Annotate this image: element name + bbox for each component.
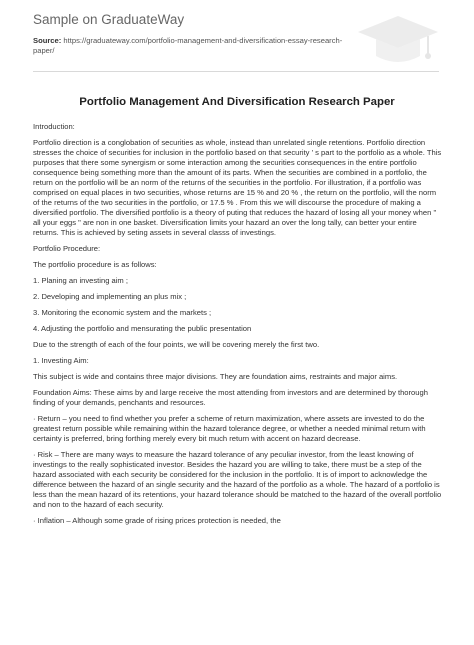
paragraph: The portfolio procedure is as follows: [33, 260, 157, 269]
paragraph: · Inflation – Although some grade of rising prices protection is needed, the [33, 516, 281, 525]
paragraph: 2. Developing and implementing an plus mix ; [33, 292, 187, 301]
paragraph: Foundation Aims: These aims by and large receive the most attending from investors and are determined by thorough finding of your demands, penchants and resources. [33, 388, 428, 407]
paragraph: · Return – you need to find whether you prefer a scheme of return maximization, where assets are invested to do the greatest return possible while remaining within the hazard tolerance degree, or whether a needed minimal return with certainty is preferred, bring forthing merely every bit much return with accent on hazard decrease. [33, 414, 426, 443]
document-body [33, 122, 443, 532]
source-label: Source: [33, 36, 62, 45]
source-url[interactable]: https://graduateway.com/portfolio-management-and-diversification-essay-research-paper/ [33, 36, 343, 55]
paragraph: Portfolio direction is a conglobation of securities as whole, instead than unrelated single retentions. Portfolio direction stresses the choice of securities for inclusion in the portfolio based on that security ' s part to the portfolio as a whole. This purposes that there some synergism or some interaction among the securities consequences in the entire portfolio consequence being something more than the amount of its parts. When the securities are combined in a portfolio, the return on the portfolio will be an norm of the returns of the securities in the portfolio. For illustration, if a portfolio was comprised on equal places in two securities, whose returns are 15 % and 20 % , the return on the portfolio, will the norm of the returns of the two securities in the portfolio, or 17.5 % . From this we will discourse the procedure of making a diversified portfolio. The diversified portfolio is a theory of puting that reduces the hazard of losing all your money when " all your eggs " are non in one basket. Diversification limits your hazard an over the long tally, can better your entire returns. This is achieved by seting assets in several classs of investings. [33, 138, 442, 237]
paragraph: This subject is wide and contains three major divisions. They are foundation aims, restraints and major aims. [33, 372, 398, 381]
paragraph: Introduction: [33, 122, 75, 131]
paragraph: Due to the strength of each of the four points, we will be covering merely the first two. [33, 340, 320, 349]
paragraph: 1. Investing Aim: [33, 356, 89, 365]
site-title[interactable]: Sample on GraduateWay [33, 12, 185, 27]
paragraph: · Risk – There are many ways to measure the hazard tolerance of any peculiar investor, from the least knowing of investings to the really sophisticated investor. Besides the hazard you are willing to take, there must be a step of the hazard associated with each security be considered for the inclusion in the portfolio. It is of import to acknowledge the difference between the hazard of an single security and the hazard of the portfolio as a whole. The hazard of a portfolio is less than the mean hazard of its retentions, your hazard tolerance should be matched to the hazard of the overall portfolio and non to the hazard of each security. [33, 450, 442, 509]
graduation-cap-icon [356, 12, 440, 68]
paragraph: Portfolio Procedure: [33, 244, 101, 253]
paragraph: 3. Monitoring the economic system and the markets ; [33, 308, 212, 317]
page-header [0, 0, 474, 82]
source-line [33, 36, 353, 56]
paragraph: 1. Planing an investing aim ; [33, 276, 128, 285]
document-title: Portfolio Management And Diversification Research Paper [79, 96, 395, 108]
paragraph: 4. Adjusting the portfolio and mensurating the public presentation [33, 324, 252, 333]
header-divider [33, 71, 439, 72]
